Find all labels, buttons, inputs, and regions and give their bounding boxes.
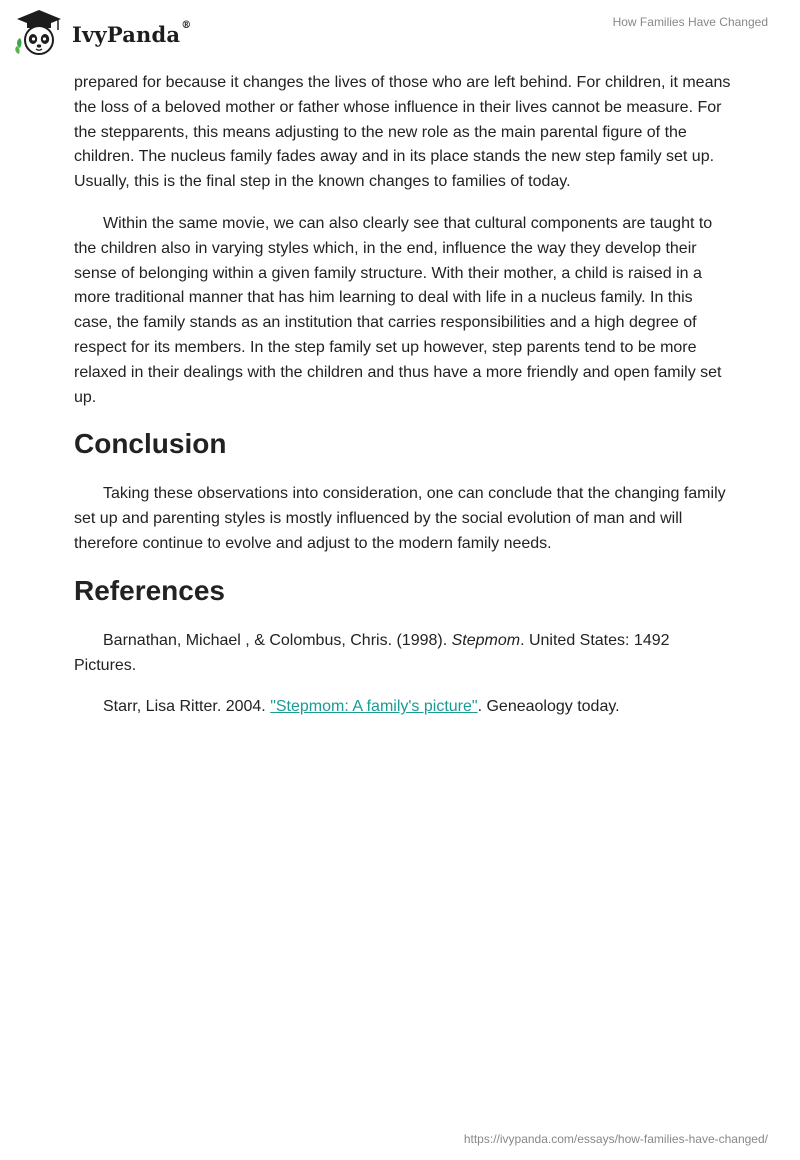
reference-text: . United States: 1492 Pictures. [74, 631, 670, 674]
reference-text: Starr, Lisa Ritter. 2004. [103, 698, 271, 716]
essay-body [74, 71, 734, 737]
reference-title: Stepmom [451, 631, 521, 649]
brand-name: IvyPanda® [72, 19, 192, 47]
reference-text: . Geneaology today. [477, 698, 620, 716]
references-heading: References [74, 574, 225, 606]
conclusion-heading: Conclusion [74, 428, 227, 460]
page-header [0, 0, 800, 64]
footer-url: https://ivypanda.com/essays/how-families-have-changed/ [463, 1132, 768, 1146]
document-title: How Families Have Changed [612, 15, 768, 29]
reference-text: Barnathan, Michael , & Colombus, Chris. (1998). [103, 631, 452, 649]
reference-item [74, 629, 734, 679]
body-paragraph: prepared for because it changes the lives of those who are left behind. For children, it means the loss of a beloved mother or father whose influence in their lives cannot be measure. For the stepparents, this means adjusting to the new role as the main parental figure of the children. The nucleus family fades away and in its place stands the new step family set up. Usually, this is the final step in the known changes to families of today. [74, 74, 731, 191]
ivypanda-logo[interactable] [14, 8, 191, 58]
conclusion-paragraph: Taking these observations into consideration, one can conclude that the changing family set up and parenting styles is mostly influenced by the social evolution of man and will therefore continue to evolve and adjust to the modern family needs. [74, 485, 726, 552]
panda-logo-icon [14, 8, 64, 58]
body-paragraph: Within the same movie, we can also clearly see that cultural components are taught to the children also in varying styles which, in the end, influence the way they develop their sense of belonging within a given family structure. With their mother, a child is raised in a more traditional manner that has him learning to deal with life in a nucleus family. In this case, the family stands as an institution that carries responsibilities and a high degree of respect for its members. In the step family set up however, step parents tend to be more relaxed in their dealings with the children and thus have a more friendly and open family set up. [74, 214, 722, 406]
reference-link[interactable]: "Stepmom: A family's picture" [270, 698, 478, 716]
reference-item [74, 695, 734, 720]
